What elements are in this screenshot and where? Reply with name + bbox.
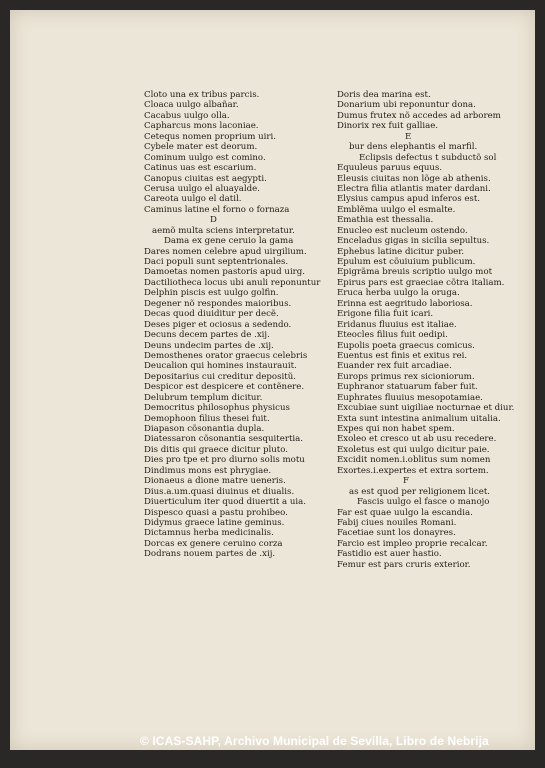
entry-line: Delphin piscis est uulgo golfin. <box>144 288 279 299</box>
entry-line: Euphranor statuarum faber fuit. <box>337 382 478 393</box>
entry-line: Euphrates fluuius mesopotamiae. <box>337 392 483 403</box>
entry-line: Fastidio est auer hastio. <box>337 549 442 560</box>
section-initial-letter: D <box>210 215 217 226</box>
entry-line: Caminus latine el forno o fornaza <box>144 204 290 215</box>
scanned-page <box>10 10 535 750</box>
entry-line: Damoetas nomen pastoris apud uirg. <box>144 267 306 278</box>
entry-line: Dactiliotheca locus ubi anuli reponuntur <box>144 277 321 288</box>
entry-line: Epulum est cõuiuium publicum. <box>337 257 476 267</box>
entry-line: Diapason cõsonantia dupla. <box>144 424 265 434</box>
entry-line: Dama ex gene ceruio la gama <box>164 236 294 247</box>
entry-line: Doris dea marina est. <box>337 90 431 100</box>
entry-line: Dumus frutex nõ accedes ad arborem <box>337 110 501 121</box>
entry-line: Epirus pars est graeciae cõtra italiam. <box>337 277 505 288</box>
entry-line: Exta sunt intestina animalium uitalia. <box>337 413 501 424</box>
entry-line: Dictamnus herba medicinalis. <box>144 528 274 539</box>
entry-line: Dodrans nouem partes de .xij. <box>144 549 276 560</box>
entry-line: Deses piger et ociosus a sedendo. <box>144 319 292 330</box>
entry-line: Cacabus uulgo olla. <box>144 110 230 121</box>
entry-line: Decas quod diuiditur per decẽ. <box>144 309 279 320</box>
entry-line: Dionaeus a dione matre ueneris. <box>144 476 286 487</box>
entry-line: Enceladus gigas in sicilia sepultus. <box>337 236 490 247</box>
entry-line: Eupolis poeta graecus comicus. <box>337 340 475 351</box>
entry-line: Demophoon filius thesei fuit. <box>144 413 270 424</box>
entry-line: Expes qui non habet spem. <box>337 424 455 434</box>
entry-line: Ephebus latine dicitur puber. <box>337 246 465 257</box>
entry-line: Depositarius cui creditur depositũ. <box>144 371 296 382</box>
entry-line: Delubrum templum dicitur. <box>144 392 263 403</box>
entry-line: Demosthenes orator graecus celebris <box>144 350 308 361</box>
entry-line: Erigone filia fuit icari. <box>337 309 434 320</box>
entry-line: Canopus ciuitas est aegypti. <box>144 173 267 184</box>
entry-line: Deuns undecim partes de .xij. <box>144 340 274 351</box>
entry-line: Cerusa uulgo el aluayalde. <box>144 183 260 194</box>
entry-line: Femur est pars cruris exterior. <box>337 559 471 570</box>
entry-line: Decuns decem partes de .xij. <box>144 330 270 341</box>
entry-line: Exortes.i.expertes et extra sortem. <box>337 465 489 476</box>
entry-line: Dorcas ex genere ceruino corza <box>144 538 283 549</box>
copyright-caption: © ICAS-SAHP, Archivo Municipal de Sevilla, Libro de Nebrija <box>140 734 489 748</box>
entry-line: Emblẽma uulgo el esmalte. <box>337 204 456 215</box>
entry-line: Diuerticulum iter quod diuertit a uia. <box>144 497 307 508</box>
entry-line: Erinna est aegritudo laboriosa. <box>337 298 473 309</box>
left-text-column <box>144 90 320 560</box>
entry-line: Equuleus paruus equus. <box>337 163 443 174</box>
entry-line: Cybele mater est deorum. <box>144 142 258 153</box>
entry-line: Eclipsis defectus t subductõ sol <box>359 152 497 163</box>
entry-line: Deucalion qui homines instaurauit. <box>144 361 297 372</box>
entry-line: Dares nomen celebre apud uirgilium. <box>144 246 307 257</box>
entry-line: Dis ditis qui graece dicitur pluto. <box>144 444 288 455</box>
entry-line: Daci populi sunt septentrionales. <box>144 257 289 267</box>
entry-line: Excubiae sunt uigiliae nocturnae et diur. <box>337 403 515 414</box>
entry-line: Farcio est impleo proprie recalcar. <box>337 538 488 549</box>
entry-line: Enucleo est nucleum ostendo. <box>337 225 468 236</box>
entry-line: Catinus uas est escarium. <box>144 163 257 174</box>
entry-line: Cloto una ex tribus parcis. <box>144 90 260 100</box>
entry-line: Donarium ubi reponuntur dona. <box>337 100 476 111</box>
entry-line: Euentus est finis et exitus rei. <box>337 350 468 361</box>
entry-line: Degener nõ respondes maioribus. <box>144 298 292 309</box>
entry-line: Despicor est despicere et contẽnere. <box>144 382 305 393</box>
entry-line: Far est quae uulgo la escandia. <box>337 507 473 518</box>
entry-line: Dies pro tpe et pro diurno solis motu <box>144 455 305 466</box>
entry-line: Europs primus rex sicioniorum. <box>337 371 475 382</box>
entry-line: Eridanus fluuius est italiae. <box>337 319 457 330</box>
entry-line: Fabij ciues nouiles Romani. <box>337 517 457 528</box>
entry-line: Eruca herba uulgo la oruga. <box>337 288 460 299</box>
entry-line: Exoletus est qui uulgo dicitur paie. <box>337 444 490 455</box>
entry-line: Eteocles filius fuit oedipi. <box>337 330 448 341</box>
right-text-column <box>327 90 514 570</box>
entry-line: aemõ multa sciens interpretatur. <box>152 225 295 236</box>
entry-line: Exoleo et cresco ut ab usu recedere. <box>337 434 497 445</box>
entry-line: Diatessaron cõsonantia sesquitertia. <box>144 434 304 445</box>
entry-line: Capharcus mons laconiae. <box>144 121 259 132</box>
entry-line: bur dens elephantis el marfil. <box>349 142 478 153</box>
entry-line: Cloaca uulgo albañar. <box>144 100 239 111</box>
entry-line: Fascis uulgo el fasce o manojo <box>357 497 490 508</box>
section-initial-letter: F <box>403 476 409 487</box>
entry-line: Epigrãma breuis scriptio uulgo mot <box>337 267 493 278</box>
entry-line: Electra filia atlantis mater dardani. <box>337 183 491 194</box>
entry-line: Excidit nomen.i.oblitus sum nomen <box>337 455 491 466</box>
entry-line: Facetiae sunt los donayres. <box>337 528 456 539</box>
entry-line: Cetequs nomen proprium uiri. <box>144 131 277 142</box>
entry-line: Dinorix rex fuit galliae. <box>337 121 439 132</box>
entry-line: Emathia est thessalia. <box>337 215 434 226</box>
entry-line: Didymus graece latine geminus. <box>144 517 285 528</box>
entry-line: as est quod per religionem licet. <box>349 486 491 497</box>
entry-line: Dispesco quasi a pastu prohibeo. <box>144 507 288 518</box>
entry-line: Euander rex fuit arcadiae. <box>337 361 452 372</box>
entry-line: Democritus philosophus physicus <box>144 403 290 414</box>
entry-line: Elysius campus apud inferos est. <box>337 194 481 205</box>
entry-line: Dindimus mons est phrygiae. <box>144 465 272 476</box>
entry-line: Eleusis ciuitas non lõge ab athenis. <box>337 173 491 184</box>
entry-line: Cominum uulgo est comino. <box>144 152 266 163</box>
section-initial-letter: E <box>405 131 412 142</box>
entry-line: Dius.a.um.quasi diuinus et diualis. <box>144 486 295 497</box>
entry-line: Careota uulgo el datil. <box>144 194 242 205</box>
